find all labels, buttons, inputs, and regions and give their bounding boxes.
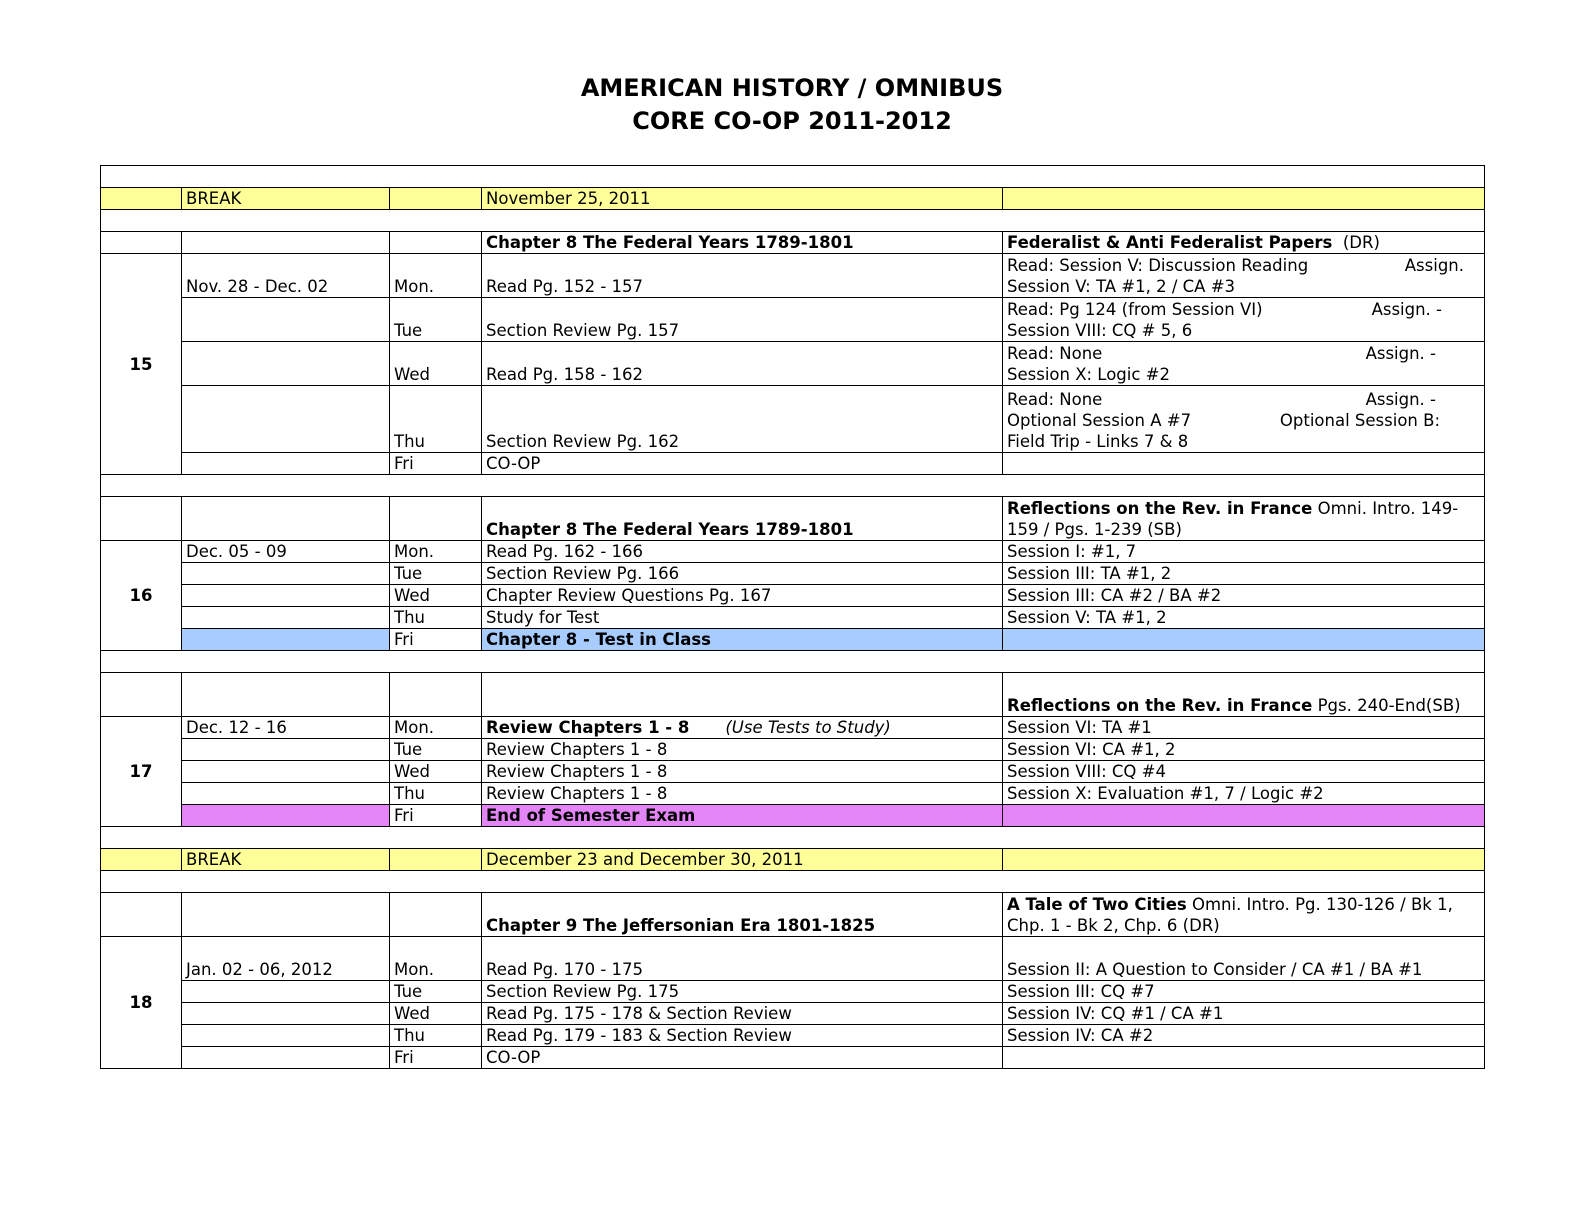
omni-assign: Assign. [1404, 256, 1465, 275]
omni-cell [1003, 386, 1485, 453]
task-cell: Chapter 8 - Test in Class [482, 629, 1003, 651]
day-cell: Wed [390, 1003, 482, 1025]
omni-cell: Session III: CQ #7 [1003, 981, 1485, 1003]
spacer-row [101, 827, 1485, 849]
table-row [101, 783, 1485, 805]
omni-read: Read: Pg 124 (from Session VI) [1007, 300, 1263, 319]
task-cell: Read Pg. 152 - 157 [482, 254, 1003, 298]
chapter-title: Chapter 8 The Federal Years 1789-1801 [482, 232, 1003, 254]
table-row [101, 937, 1485, 981]
title-line-2: CORE CO-OP 2011-2012 [632, 107, 952, 135]
omni-cell: Session IV: CA #2 [1003, 1025, 1485, 1047]
break-row [101, 188, 1485, 210]
task-cell: Section Review Pg. 166 [482, 563, 1003, 585]
task-cell: Section Review Pg. 162 [482, 386, 1003, 453]
table-row [101, 386, 1485, 453]
week-dates: Jan. 02 - 06, 2012 [182, 937, 390, 981]
title-line-1: AMERICAN HISTORY / OMNIBUS [580, 74, 1004, 102]
omni-session: Session VIII: CQ # 5, 6 [1007, 321, 1193, 340]
table-row [101, 1047, 1485, 1069]
omni-assign: Assign. - [1365, 390, 1437, 409]
table-row [101, 585, 1485, 607]
omni-note: Omni. Intro. Pg. 130-126 / Bk 1, Chp. 1 - Bk 2, Chp. 6 (DR) [1007, 895, 1453, 935]
day-cell: Wed [390, 585, 482, 607]
omni-session: Session V: TA #1, 2 / CA #3 [1007, 277, 1236, 296]
week-header-row [101, 673, 1485, 717]
task-cell: Section Review Pg. 175 [482, 981, 1003, 1003]
omni-session-b: Optional Session B: [1279, 411, 1441, 430]
omni-session: Optional Session A #7 [1007, 411, 1192, 430]
table-row [101, 1025, 1485, 1047]
task-cell: Chapter Review Questions Pg. 167 [482, 585, 1003, 607]
schedule-table [100, 165, 1485, 1069]
task-cell: CO-OP [482, 453, 1003, 475]
omni-cell: Session X: Evaluation #1, 7 / Logic #2 [1003, 783, 1485, 805]
week-number: 17 [101, 717, 182, 827]
omni-cell: Session IV: CQ #1 / CA #1 [1003, 1003, 1485, 1025]
omni-cell: Session III: CA #2 / BA #2 [1003, 585, 1485, 607]
task-note: (Use Tests to Study) [725, 718, 891, 737]
day-cell: Mon. [390, 254, 482, 298]
table-row [101, 342, 1485, 386]
omni-cell [1003, 805, 1485, 827]
week-number: 16 [101, 541, 182, 651]
day-cell: Tue [390, 981, 482, 1003]
omni-read: Read: None [1007, 344, 1103, 363]
task-cell: Read Pg. 158 - 162 [482, 342, 1003, 386]
chapter-title: Chapter 9 The Jeffersonian Era 1801-1825 [482, 893, 1003, 937]
task-text: Review Chapters 1 - 8 [486, 718, 690, 737]
omni-cell: Session I: #1, 7 [1003, 541, 1485, 563]
week-header-row [101, 497, 1485, 541]
omni-cell: Session VI: TA #1 [1003, 717, 1485, 739]
table-row [101, 717, 1485, 739]
omni-title: Federalist & Anti Federalist Papers [1007, 233, 1333, 252]
omni-note: (DR) [1342, 233, 1380, 252]
task-cell: Read Pg. 179 - 183 & Section Review [482, 1025, 1003, 1047]
break-date: December 23 and December 30, 2011 [482, 849, 1003, 871]
table-row [101, 981, 1485, 1003]
day-cell: Thu [390, 783, 482, 805]
week-number: 15 [101, 254, 182, 475]
omni-note: Omni. Intro. 149-159 / Pgs. 1-239 (SB) [1007, 499, 1459, 539]
task-cell: Read Pg. 175 - 178 & Section Review [482, 1003, 1003, 1025]
omni-cell: Session VIII: CQ #4 [1003, 761, 1485, 783]
day-cell: Fri [390, 1047, 482, 1069]
spacer-row [101, 210, 1485, 232]
omni-cell: Session III: TA #1, 2 [1003, 563, 1485, 585]
week-header-row [101, 232, 1485, 254]
task-cell: Study for Test [482, 607, 1003, 629]
task-cell: End of Semester Exam [482, 805, 1003, 827]
omni-title: Reflections on the Rev. in France [1007, 696, 1313, 715]
omni-cell: Session V: TA #1, 2 [1003, 607, 1485, 629]
day-cell: Fri [390, 629, 482, 651]
omni-cell: Session VI: CA #1, 2 [1003, 739, 1485, 761]
omni-note: Pgs. 240-End(SB) [1312, 696, 1461, 715]
table-row [101, 254, 1485, 298]
day-cell: Mon. [390, 717, 482, 739]
omni-assign: Assign. - [1365, 344, 1437, 363]
task-cell: CO-OP [482, 1047, 1003, 1069]
table-row [101, 541, 1485, 563]
omni-title: A Tale of Two Cities [1007, 895, 1187, 914]
task-cell [482, 717, 1003, 739]
week-header-row [101, 893, 1485, 937]
chapter-title: Chapter 8 The Federal Years 1789-1801 [482, 497, 1003, 541]
test-row [101, 629, 1485, 651]
omni-cell [1003, 342, 1485, 386]
spacer-row [101, 166, 1485, 188]
week-dates: Nov. 28 - Dec. 02 [182, 254, 390, 298]
table-row [101, 739, 1485, 761]
day-cell: Tue [390, 563, 482, 585]
omni-assign: Assign. - [1371, 300, 1443, 319]
day-cell: Thu [390, 386, 482, 453]
omni-cell [1003, 629, 1485, 651]
task-cell: Read Pg. 162 - 166 [482, 541, 1003, 563]
day-cell: Thu [390, 1025, 482, 1047]
day-cell: Fri [390, 805, 482, 827]
day-cell: Thu [390, 607, 482, 629]
week-dates: Dec. 12 - 16 [182, 717, 390, 739]
omni-cell: Session II: A Question to Consider / CA #1 / BA #1 [1003, 937, 1485, 981]
table-row [101, 453, 1485, 475]
omni-cell [1003, 298, 1485, 342]
omni-read: Read: Session V: Discussion Reading [1007, 256, 1309, 275]
day-cell: Tue [390, 298, 482, 342]
week-dates: Dec. 05 - 09 [182, 541, 390, 563]
omni-read: Read: None [1007, 390, 1103, 409]
break-label: BREAK [182, 849, 390, 871]
spacer-row [101, 871, 1485, 893]
day-cell: Mon. [390, 937, 482, 981]
table-row [101, 1003, 1485, 1025]
week-number: 18 [101, 937, 182, 1069]
omni-title: Reflections on the Rev. in France [1007, 499, 1313, 518]
day-cell: Wed [390, 761, 482, 783]
break-label: BREAK [182, 188, 390, 210]
page-title [0, 72, 1584, 138]
omni-cell [1003, 1047, 1485, 1069]
exam-row [101, 805, 1485, 827]
task-cell: Read Pg. 170 - 175 [482, 937, 1003, 981]
spacer-row [101, 475, 1485, 497]
day-cell: Fri [390, 453, 482, 475]
task-cell: Section Review Pg. 157 [482, 298, 1003, 342]
task-cell: Review Chapters 1 - 8 [482, 783, 1003, 805]
omni-field-trip: Field Trip - Links 7 & 8 [1007, 432, 1189, 451]
day-cell: Tue [390, 739, 482, 761]
omni-session: Session X: Logic #2 [1007, 365, 1171, 384]
break-row [101, 849, 1485, 871]
day-cell: Mon. [390, 541, 482, 563]
day-cell: Wed [390, 342, 482, 386]
table-row [101, 563, 1485, 585]
table-row [101, 298, 1485, 342]
task-cell: Review Chapters 1 - 8 [482, 761, 1003, 783]
break-date: November 25, 2011 [482, 188, 1003, 210]
task-cell: Review Chapters 1 - 8 [482, 739, 1003, 761]
spacer-row [101, 651, 1485, 673]
omni-cell [1003, 254, 1485, 298]
table-row [101, 607, 1485, 629]
table-row [101, 761, 1485, 783]
